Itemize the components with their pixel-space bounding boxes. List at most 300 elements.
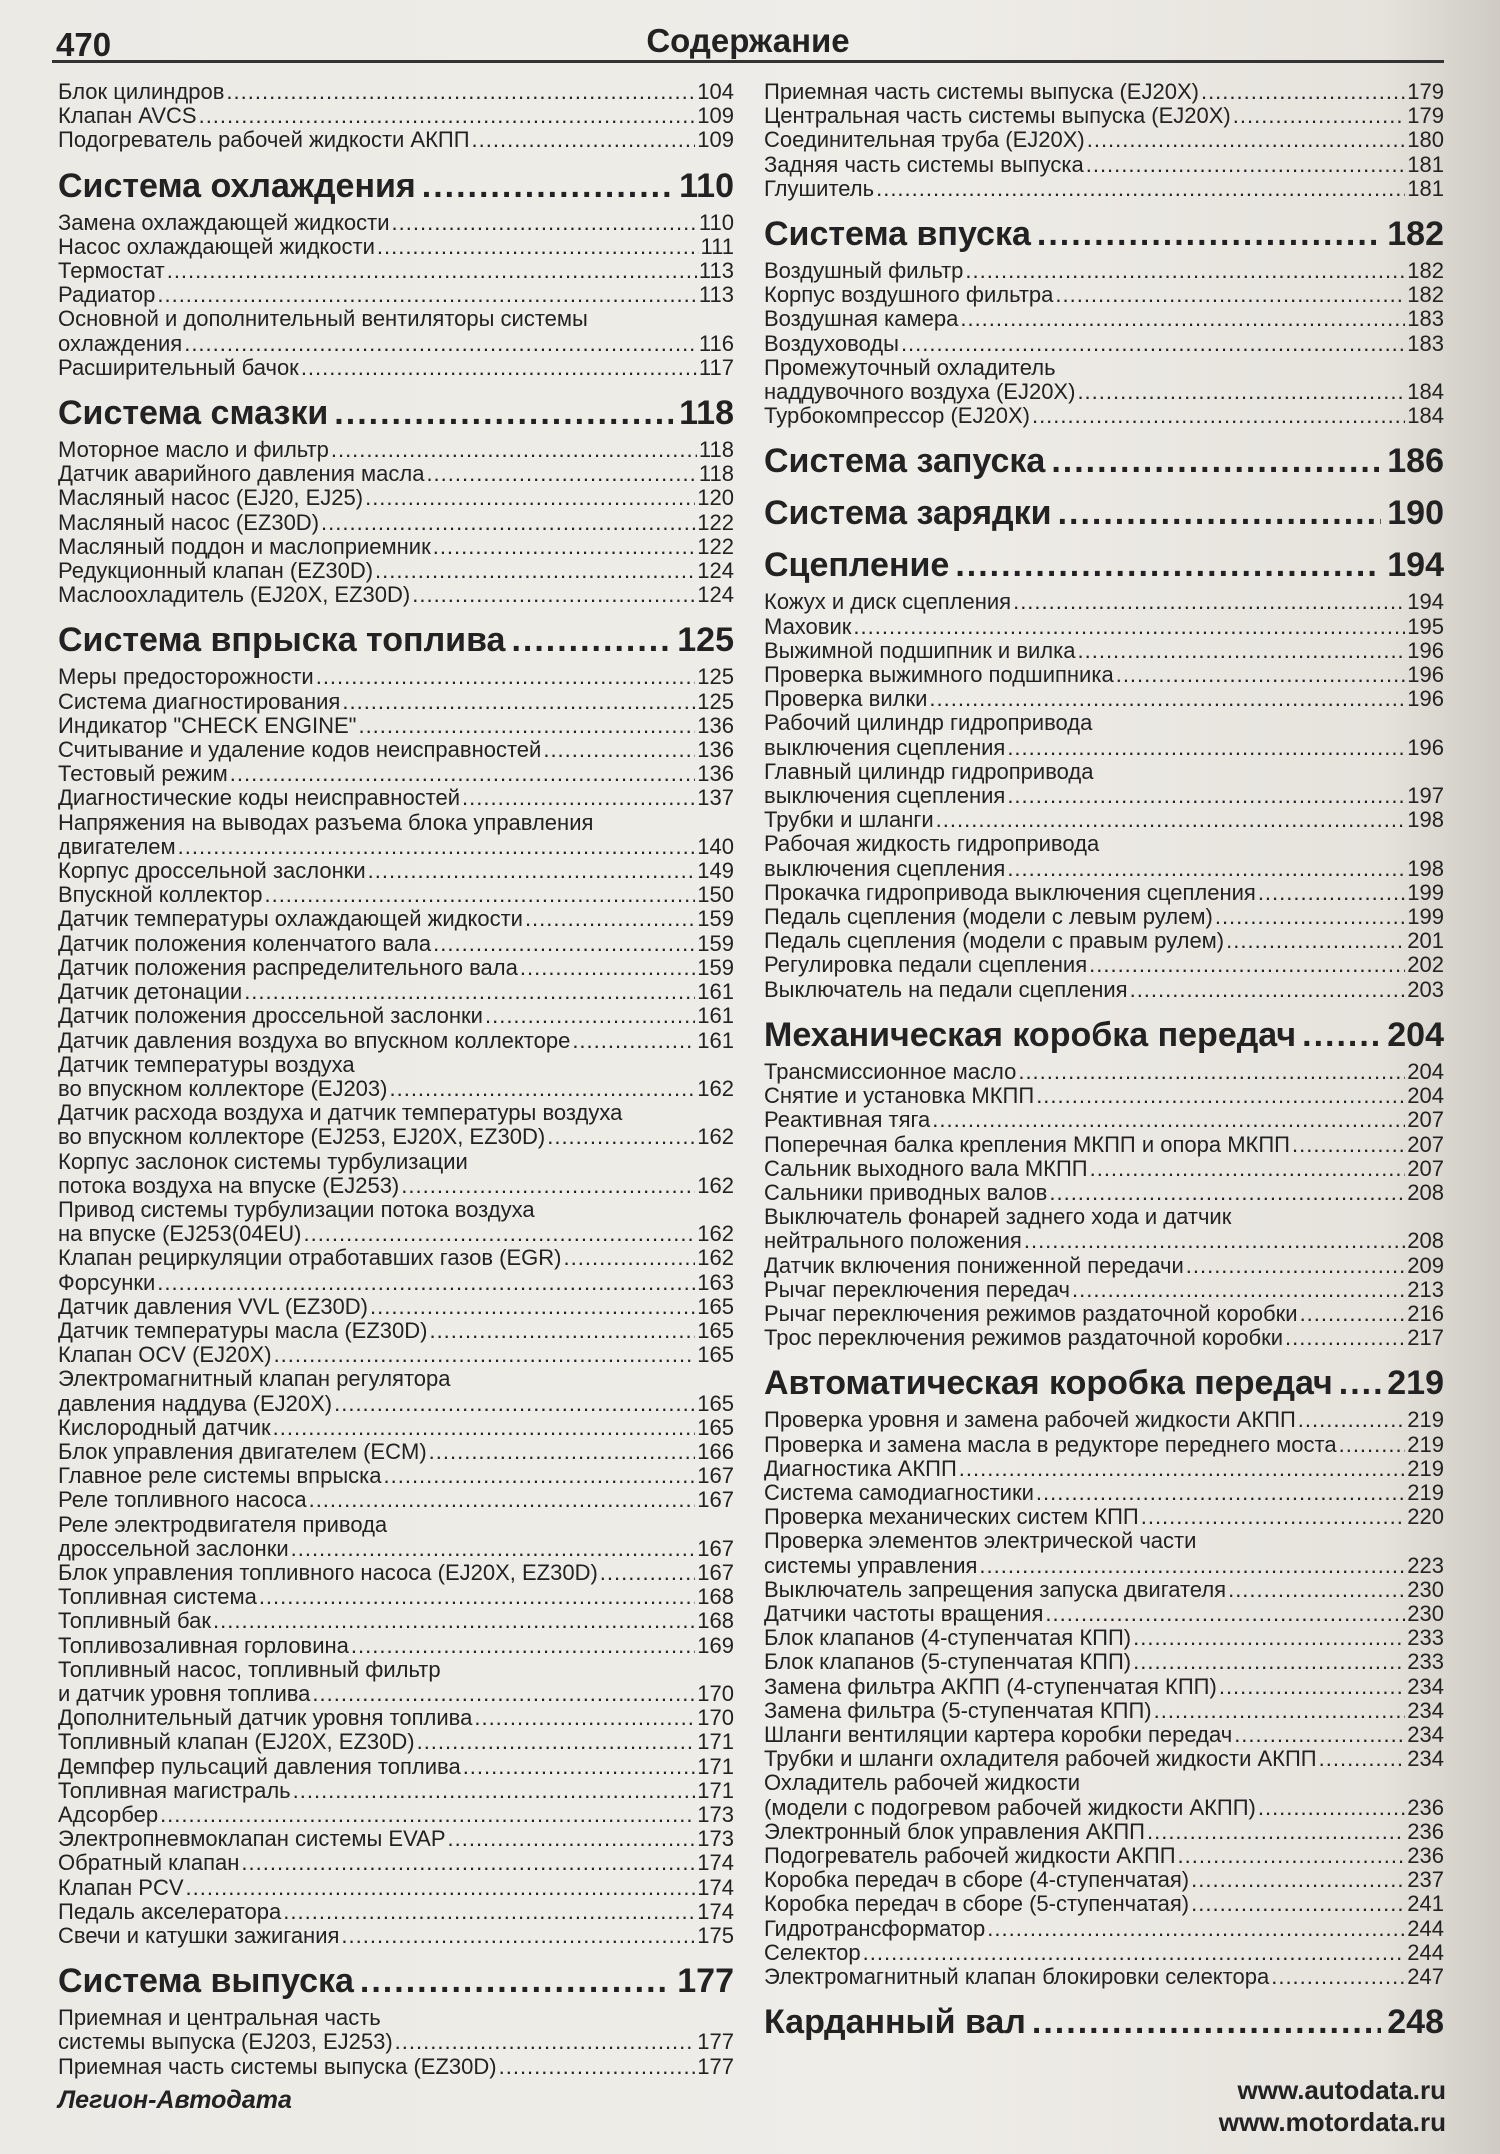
toc-entry[interactable] (58, 786, 734, 810)
toc-entry[interactable] (764, 639, 1444, 663)
entry-title-line: Проверка вилки (764, 686, 928, 712)
toc-entry[interactable] (764, 1747, 1444, 1771)
toc-entry[interactable] (764, 1844, 1444, 1868)
toc-entry[interactable] (58, 1101, 734, 1149)
entry-last-line (764, 80, 1444, 104)
entry-title-line: Термостат (58, 258, 165, 284)
toc-entry[interactable] (58, 559, 734, 583)
toc-entry[interactable] (764, 1481, 1444, 1505)
toc-entry[interactable] (58, 283, 734, 307)
toc-entry[interactable] (58, 1198, 734, 1246)
entry-title-line: Задняя часть системы выпуска (764, 151, 1084, 177)
entry-page-number: 236 (1407, 1794, 1444, 1820)
entry-page-number: 118 (698, 461, 734, 487)
entry-title-line: Датчик аварийного давления масла (58, 461, 425, 487)
toc-entry[interactable] (764, 177, 1444, 201)
toc-entry[interactable] (764, 1723, 1444, 1747)
entry-page-number: 136 (697, 712, 734, 738)
entry-last-line (58, 583, 734, 607)
entry-page-number: 196 (1407, 637, 1444, 663)
entry-title-line: Главное реле системы впрыска (58, 1463, 382, 1489)
toc-entry[interactable] (58, 1367, 734, 1415)
entry-title-line: Выключатель на педали сцепления (764, 976, 1128, 1002)
entry-page-number: 181 (1407, 151, 1444, 177)
toc-entry[interactable] (58, 2006, 734, 2054)
toc-entry[interactable] (764, 1650, 1444, 1674)
entry-page-number: 165 (697, 1414, 734, 1440)
entry-title-line: Проверка уровня и замена рабочей жидкости АКПП (764, 1407, 1296, 1433)
entry-page-number: 219 (1407, 1431, 1444, 1457)
toc-section-heading[interactable] (764, 2003, 1444, 2041)
toc-entry[interactable] (764, 153, 1444, 177)
toc-entry[interactable] (58, 811, 734, 859)
toc-entry[interactable] (764, 1965, 1444, 1989)
toc-entry[interactable] (764, 283, 1444, 307)
entry-title-line: Подогреватель рабочей жидкости АКПП (58, 127, 470, 153)
entry-title-line: Диагностика АКПП (764, 1455, 957, 1481)
entry-last-line (58, 980, 734, 1004)
toc-entry[interactable] (764, 1917, 1444, 1941)
toc-entry[interactable] (764, 1505, 1444, 1529)
toc-entry[interactable] (58, 1246, 734, 1270)
entry-last-line (58, 1706, 734, 1730)
dot-leader (167, 259, 697, 283)
entry-page-number: 140 (697, 833, 734, 859)
entry-page-number: 118 (698, 437, 734, 463)
toc-section-heading[interactable] (58, 1962, 734, 2000)
entry-title-line: Электронный блок управления АКПП (764, 1818, 1145, 1844)
toc-entry[interactable] (58, 1488, 734, 1512)
entry-page-number: 204 (1407, 1058, 1444, 1084)
entry-last-line (764, 1820, 1444, 1844)
dot-leader (1072, 1278, 1405, 1302)
entry-title-line: дроссельной заслонки (58, 1535, 289, 1561)
entry-title-line: Блок цилиндров (58, 79, 225, 104)
entry-last-line (764, 153, 1444, 177)
entry-page-number: 125 (697, 664, 734, 690)
entry-page-number: 219 (1407, 1407, 1444, 1433)
toc-section-heading[interactable] (764, 1016, 1444, 1054)
entry-page-number: 167 (697, 1463, 734, 1489)
toc-entry[interactable] (58, 1779, 734, 1803)
entry-title-line: Насос охлаждающей жидкости (58, 233, 375, 259)
toc-entry[interactable] (764, 80, 1444, 104)
toc-entry[interactable] (58, 1706, 734, 1730)
toc-entry[interactable] (764, 1326, 1444, 1350)
toc-entry[interactable] (58, 956, 734, 980)
toc-entry[interactable] (58, 1609, 734, 1633)
dot-leader (525, 907, 695, 931)
toc-entry[interactable] (764, 1457, 1444, 1481)
entry-page-number: 163 (697, 1269, 734, 1295)
toc-entry[interactable] (764, 615, 1444, 639)
entry-last-line (764, 177, 1444, 201)
entry-page-number: 219 (1407, 1479, 1444, 1505)
entry-title-line: охлаждения (58, 330, 183, 356)
toc-entry[interactable] (764, 128, 1444, 152)
entry-title-line: Воздуховоды (764, 330, 899, 356)
entry-title-line: Датчик положения распределительного вала (58, 954, 518, 980)
toc-entry[interactable] (58, 1029, 734, 1053)
entry-last-line (58, 1222, 734, 1246)
dot-leader (1090, 1157, 1406, 1181)
entry-title-line: Подогреватель рабочей жидкости АКПП (764, 1842, 1176, 1868)
entry-title-line: Трубки и шланги (764, 807, 934, 833)
toc-entry[interactable] (764, 1181, 1444, 1205)
dot-leader (213, 1609, 695, 1633)
toc-entry[interactable] (58, 859, 734, 883)
toc-entry[interactable] (58, 762, 734, 786)
toc-entry[interactable] (58, 486, 734, 510)
toc-entry[interactable] (764, 687, 1444, 711)
toc-entry[interactable] (58, 1876, 734, 1900)
entry-last-line (764, 1699, 1444, 1723)
entry-page-number: 120 (697, 485, 734, 511)
entry-last-line (764, 1650, 1444, 1674)
toc-entry[interactable] (764, 332, 1444, 356)
entry-title-line: Выключатель фонарей заднего хода и датчик (764, 1204, 1232, 1230)
toc-entry[interactable] (58, 462, 734, 486)
dot-leader (1178, 1844, 1406, 1868)
toc-entry[interactable] (764, 404, 1444, 428)
entry-page-number: 165 (697, 1293, 734, 1319)
dot-leader (1051, 442, 1381, 480)
toc-entry[interactable] (764, 1278, 1444, 1302)
toc-entry[interactable] (764, 1675, 1444, 1699)
entry-title-line: Педаль сцепления (модели с левым рулем) (764, 904, 1213, 930)
entry-last-line (58, 128, 734, 152)
toc-entry[interactable] (764, 1820, 1444, 1844)
toc-entry[interactable] (58, 1004, 734, 1028)
entry-title-line: системы управления (764, 1552, 978, 1578)
entry-last-line (58, 1755, 734, 1779)
dot-leader (511, 621, 671, 659)
toc-entry[interactable] (58, 1634, 734, 1658)
entry-last-line (58, 738, 734, 762)
toc-entry[interactable] (764, 711, 1444, 759)
dot-leader (184, 332, 697, 356)
entry-title-line: Электропневмоклапан системы EVAP (58, 1826, 446, 1852)
entry-title-line: Приемная и центральная часть (58, 2005, 381, 2031)
toc-entry[interactable] (58, 1851, 734, 1875)
dot-leader (417, 1730, 696, 1754)
toc-entry[interactable] (58, 1561, 734, 1585)
toc-entry[interactable] (58, 665, 734, 689)
entry-last-line (764, 1060, 1444, 1084)
entry-page-number: 181 (1407, 175, 1444, 201)
dot-leader (876, 177, 1405, 201)
toc-entry[interactable] (58, 738, 734, 762)
entry-title-line: Реле электродвигателя привода (58, 1511, 388, 1537)
entry-last-line (58, 1876, 734, 1900)
entry-page-number: 149 (697, 858, 734, 884)
toc-entry[interactable] (58, 211, 734, 235)
toc-entry[interactable] (58, 1464, 734, 1488)
dot-leader (1258, 881, 1405, 905)
toc-entry[interactable] (58, 356, 734, 380)
section-page-number: 182 (1387, 215, 1444, 254)
footer-url-autodata[interactable]: www.autodata.ru (1237, 2075, 1446, 2105)
entry-page-number: 183 (1407, 330, 1444, 356)
dot-leader (1339, 1364, 1381, 1402)
entry-title-line: Шланги вентиляции картера коробки передач (764, 1721, 1233, 1747)
entry-title-line: Радиатор (58, 282, 156, 308)
toc-section-heading[interactable] (58, 621, 734, 659)
dot-leader (368, 859, 696, 883)
toc-section-heading[interactable] (764, 494, 1444, 532)
section-page-number: 248 (1387, 2003, 1444, 2042)
entry-last-line (58, 1125, 734, 1149)
toc-section-heading[interactable] (764, 442, 1444, 480)
toc-entry[interactable] (764, 307, 1444, 331)
toc-entry[interactable] (58, 438, 734, 462)
toc-entry[interactable] (58, 1755, 734, 1779)
toc-entry[interactable] (764, 808, 1444, 832)
dot-leader (309, 1488, 696, 1512)
section-page-number: 194 (1387, 546, 1444, 585)
toc-section-heading[interactable] (764, 215, 1444, 253)
toc-entry[interactable] (58, 511, 734, 535)
toc-entry[interactable] (764, 1602, 1444, 1626)
entry-last-line (764, 905, 1444, 929)
entry-title-line: на впуске (EJ253(04EU) (58, 1221, 302, 1247)
toc-entry[interactable] (58, 714, 734, 738)
entry-title-line: Приемная часть системы выпуска (EJ20X) (764, 79, 1199, 104)
entry-title-line: Система самодиагностики (764, 1479, 1034, 1505)
toc-entry[interactable] (764, 590, 1444, 614)
dot-leader (936, 808, 1406, 832)
footer-url-motordata[interactable]: www.motordata.ru (1218, 2107, 1446, 2137)
entry-last-line (58, 665, 734, 689)
entry-page-number: 137 (697, 785, 734, 811)
toc-entry[interactable] (764, 1771, 1444, 1819)
entry-title-line: Рабочий цилиндр гидропривода (764, 710, 1093, 736)
toc-entry[interactable] (764, 832, 1444, 880)
toc-entry[interactable] (58, 1343, 734, 1367)
entry-last-line (764, 259, 1444, 283)
entry-last-line (58, 1004, 734, 1028)
dot-leader (259, 1585, 695, 1609)
entry-page-number: 198 (1407, 807, 1444, 833)
toc-entry[interactable] (764, 1529, 1444, 1577)
toc-entry[interactable] (58, 1150, 734, 1198)
toc-entry[interactable] (764, 929, 1444, 953)
toc-entry[interactable] (764, 1578, 1444, 1602)
toc-entry[interactable] (58, 535, 734, 559)
toc-entry[interactable] (58, 932, 734, 956)
toc-entry[interactable] (764, 1868, 1444, 1892)
entry-title-line: Центральная часть системы выпуска (EJ20X) (764, 103, 1231, 129)
entry-title-line: Топливная система (58, 1584, 257, 1610)
entry-title-line: Датчик положения коленчатого вала (58, 930, 432, 956)
entry-last-line (58, 956, 734, 980)
entry-title-line: Проверка элементов электрической части (764, 1528, 1197, 1554)
toc-entry[interactable] (58, 1416, 734, 1440)
toc-entry[interactable] (58, 1053, 734, 1101)
dot-leader (412, 583, 695, 607)
section-title: Система впуска (764, 215, 1031, 254)
toc-section-heading[interactable] (764, 1364, 1444, 1402)
toc-entry[interactable] (58, 1730, 734, 1754)
dot-leader (1258, 1796, 1405, 1820)
entry-page-number: 136 (697, 761, 734, 787)
toc-entry[interactable] (764, 1108, 1444, 1132)
toc-section-heading[interactable] (58, 167, 734, 205)
entry-title-line: Датчик детонации (58, 979, 243, 1005)
entry-last-line (764, 1554, 1444, 1578)
entry-page-number: 174 (697, 1898, 734, 1924)
toc-entry[interactable] (58, 1900, 734, 1924)
dot-leader (1219, 1675, 1405, 1699)
entry-last-line (764, 1302, 1444, 1326)
toc-entry[interactable] (764, 905, 1444, 929)
entry-title-line: Индикатор "CHECK ENGINE" (58, 712, 357, 738)
toc-entry[interactable] (764, 259, 1444, 283)
dot-leader (274, 1343, 696, 1367)
entry-last-line (764, 307, 1444, 331)
toc-entry[interactable] (58, 1658, 734, 1706)
entry-last-line (58, 511, 734, 535)
entry-page-number: 247 (1407, 1964, 1444, 1989)
footer-urls (1190, 2074, 1446, 2138)
entry-title-line: Замена охлаждающей жидкости (58, 209, 390, 235)
toc-entry[interactable] (764, 978, 1444, 1002)
entry-last-line (58, 283, 734, 307)
toc-entry[interactable] (58, 2055, 734, 2079)
dot-leader (1018, 1060, 1405, 1084)
entry-last-line (58, 1343, 734, 1367)
toc-entry[interactable] (764, 1084, 1444, 1108)
dot-leader (334, 394, 673, 432)
entry-page-number: 104 (697, 79, 734, 104)
toc-entry[interactable] (764, 1892, 1444, 1916)
entry-title-line: Клапан OCV (EJ20X) (58, 1342, 272, 1368)
dot-leader (863, 1941, 1406, 1965)
toc-entry[interactable] (58, 690, 734, 714)
entry-title-line: выключения сцепления (764, 855, 1006, 881)
toc-entry[interactable] (764, 1133, 1444, 1157)
toc-entry[interactable] (58, 259, 734, 283)
entry-title-line: Сальники приводных валов (764, 1179, 1048, 1205)
toc-entry[interactable] (58, 980, 734, 1004)
dot-leader (351, 1634, 695, 1658)
toc-entry[interactable] (58, 583, 734, 607)
toc-section-heading[interactable] (764, 546, 1444, 584)
toc-entry[interactable] (58, 235, 734, 259)
entry-last-line (764, 1505, 1444, 1529)
dot-leader (1036, 1084, 1405, 1108)
entry-title-line: Основной и дополнительный вентиляторы системы (58, 306, 588, 332)
dot-leader (293, 1779, 696, 1803)
toc-entry[interactable] (58, 1271, 734, 1295)
toc-section-heading[interactable] (58, 394, 734, 432)
dot-leader (564, 1246, 696, 1270)
entry-title-line: системы выпуска (EJ203, EJ253) (58, 2029, 393, 2055)
entry-last-line (58, 211, 734, 235)
entry-title-line: Реактивная тяга (764, 1107, 931, 1133)
toc-entry[interactable] (58, 80, 734, 104)
section-page-number: 118 (679, 394, 734, 433)
entry-page-number: 159 (697, 930, 734, 956)
toc-entry[interactable] (764, 104, 1444, 128)
toc-entry[interactable] (764, 953, 1444, 977)
toc-entry[interactable] (58, 307, 734, 355)
entry-last-line (764, 332, 1444, 356)
toc-entry[interactable] (58, 907, 734, 931)
entry-title-line: Демпфер пульсаций давления топлива (58, 1753, 461, 1779)
toc-entry[interactable] (764, 1626, 1444, 1650)
toc-entry[interactable] (58, 883, 734, 907)
toc-entry[interactable] (764, 1060, 1444, 1084)
entry-title-line: Блок клапанов (5-ступенчатая КПП) (764, 1649, 1132, 1675)
entry-last-line (58, 462, 734, 486)
entry-title-line: Датчик давления воздуха во впускном коллекторе (58, 1027, 571, 1053)
section-title: Система впрыска топлива (58, 621, 506, 660)
entry-last-line (58, 1488, 734, 1512)
entry-title-line: Диагностические коды неисправностей (58, 785, 461, 811)
entry-last-line (764, 1602, 1444, 1626)
dot-leader (1036, 1481, 1405, 1505)
toc-entry[interactable] (58, 1585, 734, 1609)
entry-title-line: выключения сцепления (764, 734, 1006, 760)
toc-entry[interactable] (764, 1157, 1444, 1181)
toc-entry[interactable] (58, 104, 734, 128)
toc-entry[interactable] (58, 1295, 734, 1319)
dot-leader (1228, 1578, 1405, 1602)
entry-last-line (764, 1108, 1444, 1132)
entry-title-line: Датчик температуры воздуха (58, 1051, 355, 1077)
toc-entry[interactable] (764, 1302, 1444, 1326)
entry-last-line (58, 859, 734, 883)
dot-leader (160, 1803, 695, 1827)
toc-entry[interactable] (764, 881, 1444, 905)
dot-leader (1226, 929, 1405, 953)
toc-entry[interactable] (764, 1941, 1444, 1965)
entry-title-line: Маховик (764, 613, 852, 639)
toc-entry[interactable] (58, 1827, 734, 1851)
toc-entry[interactable] (58, 1319, 734, 1343)
toc-entry[interactable] (764, 1408, 1444, 1432)
toc-entry[interactable] (764, 356, 1444, 404)
toc-entry[interactable] (58, 1803, 734, 1827)
toc-entry[interactable] (58, 1924, 734, 1948)
entry-page-number: 230 (1407, 1576, 1444, 1602)
toc-entry[interactable] (764, 1254, 1444, 1278)
entry-last-line (58, 438, 734, 462)
toc-entry[interactable] (58, 1513, 734, 1561)
dot-leader (1032, 404, 1405, 428)
toc-entry[interactable] (764, 1205, 1444, 1253)
toc-entry[interactable] (58, 1440, 734, 1464)
section-page-number: 190 (1387, 494, 1444, 533)
toc-entry[interactable] (764, 1433, 1444, 1457)
entry-page-number: 183 (1407, 306, 1444, 332)
entry-page-number: 236 (1407, 1842, 1444, 1868)
entry-last-line (58, 835, 734, 859)
dot-leader (283, 1900, 695, 1924)
entry-title-line: во впускном коллекторе (EJ203) (58, 1075, 388, 1101)
entry-page-number: 207 (1407, 1131, 1444, 1157)
entry-page-number: 217 (1407, 1325, 1444, 1351)
dot-leader (543, 738, 695, 762)
toc-entry[interactable] (764, 1699, 1444, 1723)
toc-entry[interactable] (58, 128, 734, 152)
entry-page-number: 175 (697, 1923, 734, 1949)
toc-entry[interactable] (764, 760, 1444, 808)
toc-entry[interactable] (764, 663, 1444, 687)
entry-title-line: Свечи и катушки зажигания (58, 1923, 340, 1949)
entry-page-number: 201 (1407, 928, 1444, 954)
